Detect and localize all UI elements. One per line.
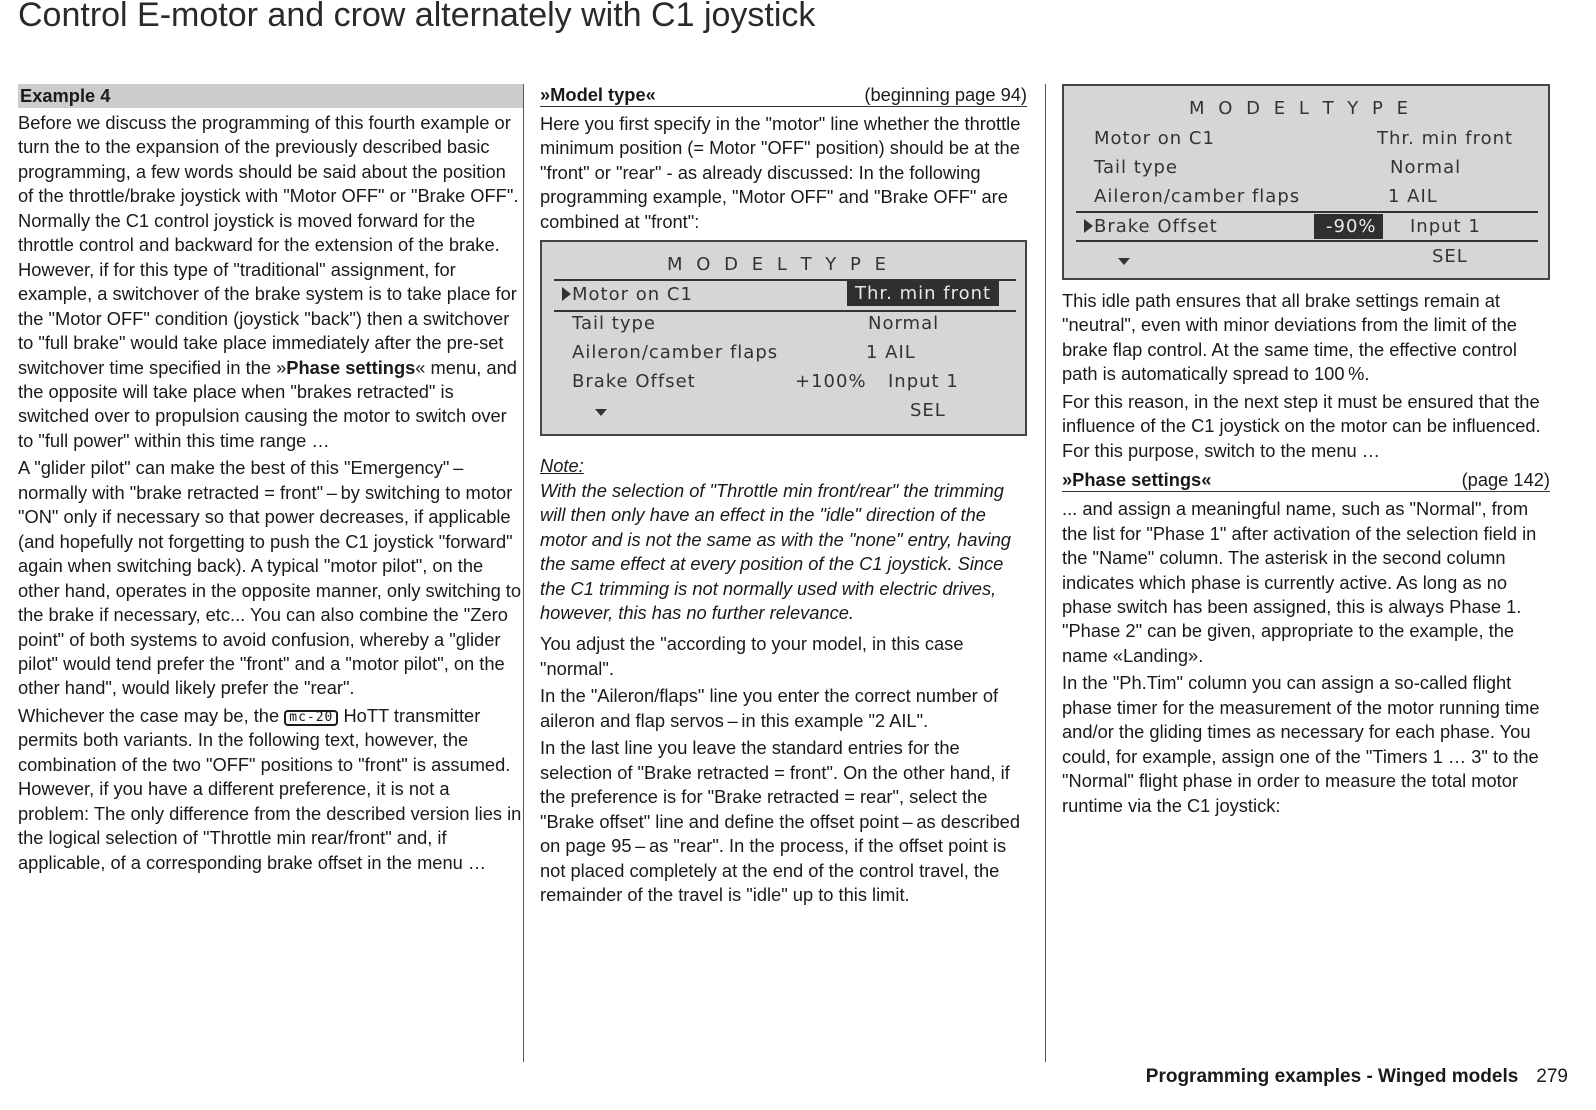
section-title: »Model type« xyxy=(540,84,656,105)
column-divider xyxy=(523,84,524,1062)
lcd-tail-value[interactable]: Normal xyxy=(868,313,940,335)
page-title: Control E-motor and crow alternately with C1 joystick xyxy=(18,0,816,34)
paragraph: Before we discuss the programming of this fourth example or turn the to the expansion of the previously described basic programming, a few words should be said about the position of the throttle/brake joystick with "Motor OFF" or "Brake OFF". Normally the C1 control joystick is moved forward for the throttle control and backward for the extension of the brake. However, if for this type of "traditional" assignment, for example, a switchover of the brake system is to take place for the "Motor OFF" condition (joystick "back") then a switchover to "full brake" would take place immediately after the pre-set switchover time specified in the »Phase settings« menu, and the opposite will take place when "brakes retracted" is switched over to propulsion causing the motor to switch over to "full power" within this time range … xyxy=(18,112,519,451)
lcd-aileron-label: Aileron/camber flaps xyxy=(572,342,779,364)
lcd-separator xyxy=(554,310,1016,312)
lcd-separator xyxy=(1076,240,1538,242)
section-heading xyxy=(540,84,1027,107)
scroll-down-icon xyxy=(1118,258,1130,265)
paragraph: In the "Ph.Tim" column you can assign a so-called flight phase timer for the measurement of the motor running time and/or the gliding times as necessary for each phase. You could, for example, assign one of the "Timers 1 … 3" to the "Normal" flight phase in order to measure the total motor runtime via the C1 joystick: xyxy=(1062,672,1540,816)
column-divider xyxy=(1045,84,1046,1062)
section-page-ref: (beginning page 94) xyxy=(864,84,1027,105)
page-number: 279 xyxy=(1536,1066,1568,1087)
lcd-tail-label: Tail type xyxy=(572,313,656,335)
lcd-brake-input[interactable]: Input 1 xyxy=(1410,216,1481,237)
lcd-motor-label: Motor on C1 xyxy=(1094,128,1215,149)
lcd-tail-value[interactable]: Normal xyxy=(1390,157,1462,178)
lcd-sel[interactable]: SEL xyxy=(910,400,946,422)
example-band: Example 4 xyxy=(18,84,523,108)
column-right xyxy=(1062,84,1550,821)
lcd-brake-offset[interactable]: +100% xyxy=(795,371,867,393)
cursor-arrow-icon xyxy=(1084,219,1093,233)
paragraph: Whichever the case may be, the mc-20 HoTT transmitter permits both variants. In the following text, however, the combination of the two "OFF" positions to "front" is assumed. However, if you have a different preference, it is not a problem: The only difference from the described version lies in the logical selection of "Throttle min rear/front" and, if applicable, of a corresponding brake offset in the menu … xyxy=(18,704,522,873)
lcd-model-type-screen xyxy=(1062,84,1550,280)
menu-reference: Phase settings xyxy=(286,356,416,378)
lcd-aileron-value[interactable]: 1 AIL xyxy=(866,342,916,364)
lcd-motor-label: Motor on C1 xyxy=(572,284,693,306)
lcd-brake-label: Brake Offset xyxy=(1094,216,1218,237)
lcd-title: M O D E L T Y P E xyxy=(667,254,890,276)
column-left xyxy=(18,84,523,878)
lcd-title: M O D E L T Y P E xyxy=(1189,98,1412,119)
note-text: With the selection of "Throttle min front/rear" the trimming will then only have an effect in the "idle" direction of the motor and is not the same as with the "none" entry, having the same effect at every position of the C1 joystick. Since the C1 trimming is not normally used with electric drives, however, this has no further relevance. xyxy=(540,479,1011,623)
paragraph: For this reason, in the next step it must be ensured that the influence of the C1 joystick on the motor can be influenced. For this purpose, switch to the menu … xyxy=(1062,390,1541,461)
lcd-aileron-label: Aileron/camber flaps xyxy=(1094,186,1301,207)
lcd-separator xyxy=(1076,211,1538,213)
paragraph: A "glider pilot" can make the best of this "Emergency" – normally with "brake retracted = front" – by switching to motor "ON" only if necessary so that power decreases, if applicable (and hopefully not forgetting to push the C1 joystick "forward" again when switching back). A typical "motor pilot", on the other hand, operates in the opposite manner, only switching to the brake if necessary, etc... You can also combine the "Zero point" of both systems to avoid confusion, whereby a "glider pilot" would tend prefer the "front" and a "motor pilot", on the other hand", would likely prefer the "rear". xyxy=(18,457,522,699)
lcd-aileron-value[interactable]: 1 AIL xyxy=(1388,186,1438,207)
note-block xyxy=(540,454,1027,625)
lcd-brake-input[interactable]: Input 1 xyxy=(888,371,959,393)
lcd-motor-value[interactable]: Thr. min front xyxy=(1377,128,1514,149)
section-heading xyxy=(1062,469,1550,492)
scroll-down-icon xyxy=(595,409,607,416)
lcd-tail-label: Tail type xyxy=(1094,157,1178,178)
section-title: »Phase settings« xyxy=(1062,469,1212,491)
note-label: Note: xyxy=(540,455,584,477)
column-middle xyxy=(540,84,1027,910)
lcd-sel[interactable]: SEL xyxy=(1432,246,1468,267)
mc20-logo: mc-20 xyxy=(284,710,338,726)
paragraph: ... and assign a meaningful name, such as "Normal", from the list for "Phase 1" after activation of the selection field in the "Name" column. The asterisk in the second column indicates which phase is currently active. As long as no phase switch has been assigned, this is always Phase 1. "Phase 2" can be given, appropriate to the example, the name «Landing». xyxy=(1062,498,1537,666)
paragraph: In the "Aileron/flaps" line you enter the correct number of aileron and flap servos – in this example "2 AIL". xyxy=(540,685,999,731)
paragraph: In the last line you leave the standard entries for the selection of "Brake retracted = front". On the other hand, if the preference is for "Brake retracted = rear", select the "Brake offset" line and define the offset point – as described on page 95 – as "rear". In the process, if the offset point is not placed completely at the end of the control travel, the remainder of the travel is "idle" up to this limit. xyxy=(540,737,1021,905)
page-footer xyxy=(1146,1066,1568,1088)
lcd-motor-value[interactable]: Thr. min front xyxy=(847,281,999,306)
lcd-brake-offset[interactable]: -90% xyxy=(1314,214,1383,239)
footer-section: Programming examples - Winged models xyxy=(1145,1066,1519,1087)
lcd-model-type-screen xyxy=(540,240,1027,436)
section-page-ref: (page 142) xyxy=(1461,469,1550,491)
paragraph: This idle path ensures that all brake settings remain at "neutral", even with minor deviations from the limit of the brake flap control. At the same time, the effective control path is automatically spread to 100 %. xyxy=(1062,290,1517,385)
cursor-arrow-icon xyxy=(562,287,571,301)
paragraph: Here you first specify in the "motor" line whether the throttle minimum position (= Motor "OFF" position) should be at the "front" or "rear" - as already discussed: In the following programming example, "Motor OFF" and "Brake OFF" are combined at "front": xyxy=(540,113,1021,232)
paragraph: You adjust the "according to your model, in this case "normal". xyxy=(540,633,964,679)
lcd-brake-label: Brake Offset xyxy=(572,371,696,393)
